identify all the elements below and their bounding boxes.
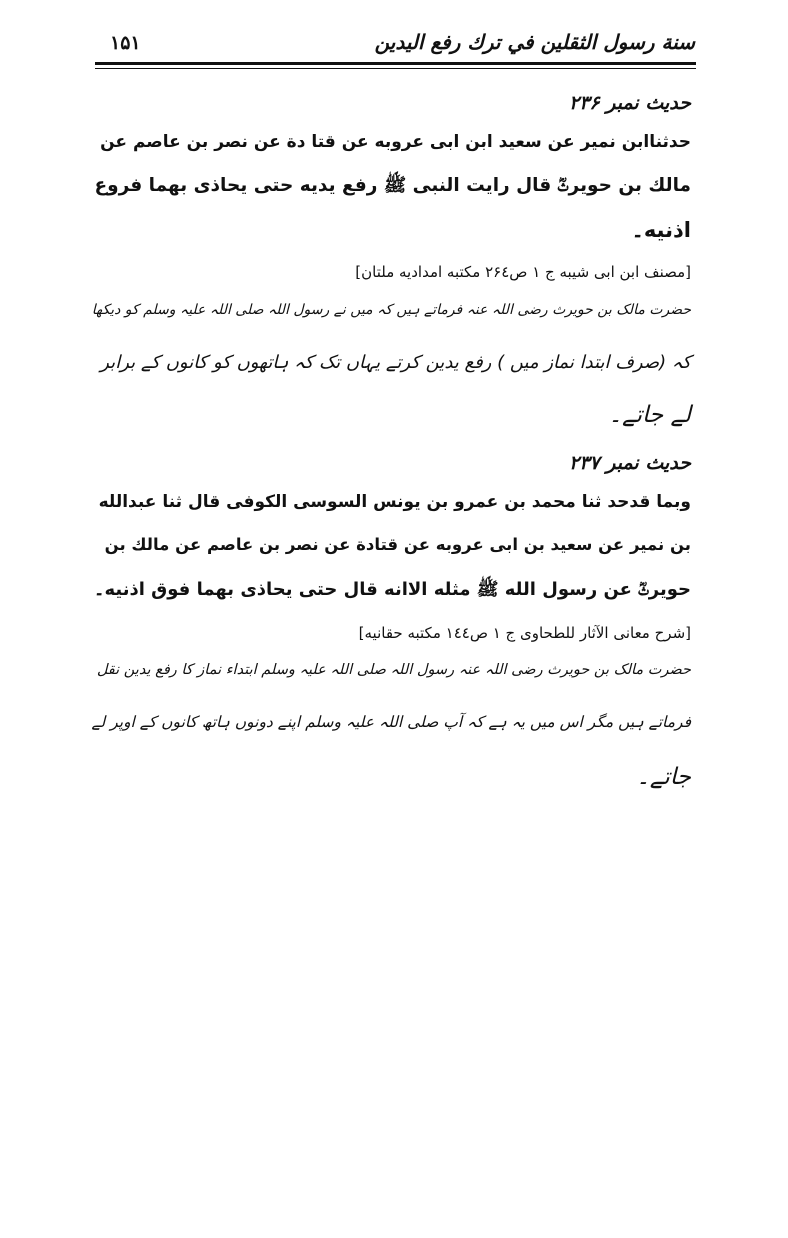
source-reference: [مصنف ابن ابی شیبه ج ۱ ص۲۶٤ مکتبه امدادیه ملتان] [355, 263, 691, 281]
arabic-text-line: بن نمیر عن سعید بن ابی عروبه عن قتادة عن نصر بن عاصم عن مالك بن [104, 535, 691, 554]
arabic-text-line: مالك بن حویرثؓ قال رایت النبی ﷺ رفع یدیه حتی یحاذی بهما فروع [94, 175, 691, 196]
arabic-text-line: اذنیه۔ [631, 218, 691, 242]
urdu-translation-line: کہ (صرف ابتدا نماز میں ) رفع یدین کرتے یہاں تک کہ ہاتھوں کو کانوں کے برابر [100, 352, 691, 373]
page-number: ۱۵۱ [110, 32, 141, 54]
arabic-text-line: حویرثؓ عن رسول الله ﷺ مثله الاانه قال حتی یحاذی بهما فوق اذنیه۔ [93, 579, 691, 600]
hadith-heading: حدیث نمبر ۲۳۷ [568, 452, 691, 474]
header-rule-thin [95, 68, 696, 69]
urdu-translation-line: فرماتے ہیں مگر اس میں یہ ہے کہ آپ صلی اللہ علیہ وسلم اپنے دونوں ہاتھ کانوں کے اوپر لے [91, 713, 691, 731]
urdu-translation-line: لے جاتے۔ [608, 402, 691, 428]
urdu-translation-line: حضرت مالک بن حویرث رضی اللہ عنہ فرماتے ہیں کہ میں نے رسول اللہ صلی اللہ علیہ وسلم کو دیکھا [91, 302, 691, 318]
running-title: سنة رسول الثقلين في ترك رفع اليدين [374, 30, 695, 54]
urdu-translation-line: حضرت مالک بن حویرث رضی اللہ عنہ رسول اللہ صلی اللہ علیہ وسلم ابتداء نماز کا رفع یدین نقل [96, 662, 691, 678]
arabic-text-line: حدثناابن نمیر عن سعید ابن ابی عروبه عن قتا دة عن نصر بن عاصم عن [100, 132, 691, 152]
hadith-heading: حدیث نمبر ۲۳۶ [568, 92, 691, 114]
arabic-text-line: وبما قدحد ثنا محمد بن عمرو بن یونس السوسی الکوفی قال ثنا عبدالله [98, 492, 691, 512]
urdu-translation-line: جاتے۔ [636, 764, 691, 790]
header-rule-thick [95, 62, 696, 65]
source-reference: [شرح معانی الآثار للطحاوی ج ۱ ص۱٤٤ مکتبه حقانیه] [358, 624, 691, 642]
page-header [95, 26, 695, 66]
